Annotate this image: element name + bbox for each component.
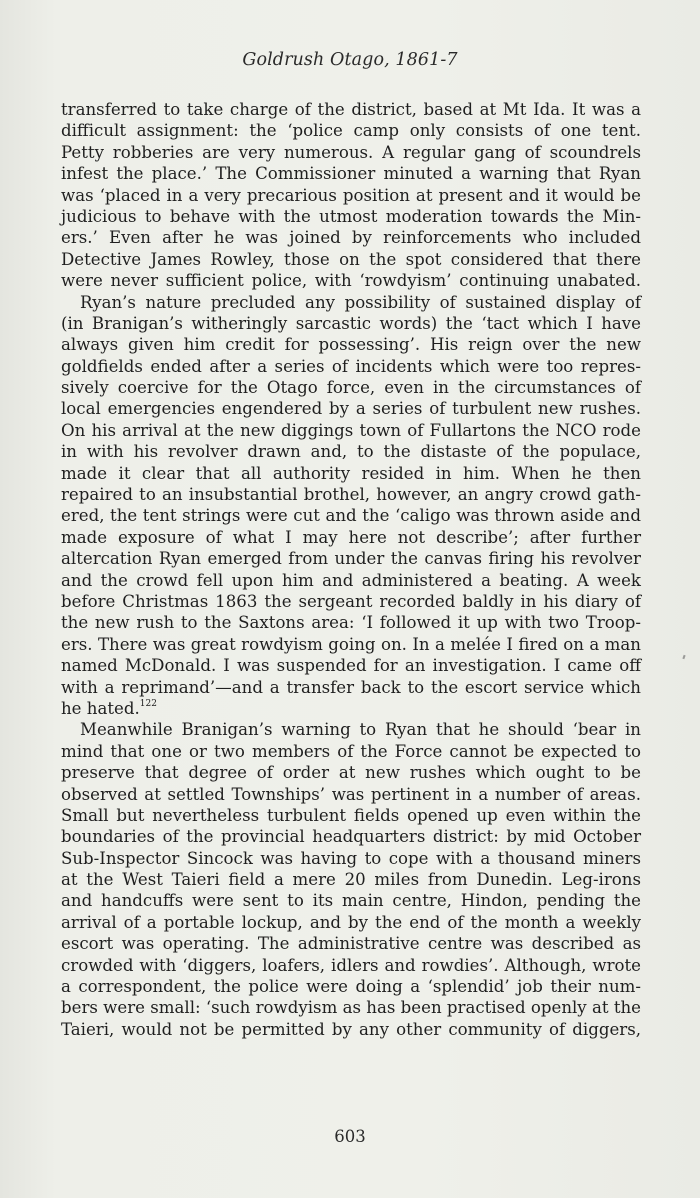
paragraph-end-line [61, 698, 641, 719]
text-line: difficult assignment: the ‘police camp only consists of one tent. [61, 121, 641, 141]
text-line: repaired to an insubstantial brothel, however, an angry crowd gath- [61, 485, 641, 505]
text-line: transferred to take charge of the district, based at Mt Ida. It was a [61, 100, 641, 119]
text-line-content: he hated. [61, 698, 140, 718]
text-line: altercation Ryan emerged from under the canvas firing his revolver [61, 549, 641, 569]
text-line: ers.’ Even after he was joined by reinforcements who included [61, 228, 641, 248]
text-line: boundaries of the provincial headquarters district: by mid October [61, 827, 641, 847]
text-line: (in Branigan’s witheringly sarcastic words) the ‘tact which I have [61, 313, 641, 333]
text-line: On his arrival at the new diggings town of Fullartons the NCO rode [61, 420, 641, 440]
text-line: Petty robberies are very numerous. A regular gang of scoundrels [61, 142, 641, 162]
text-line: preserve that degree of order at new rushes which ought to be [61, 763, 641, 783]
text-line: was ‘placed in a very precarious position at present and it would be [61, 185, 641, 205]
page-number: 603 [334, 1127, 366, 1146]
footnote-reference: 122 [139, 698, 157, 709]
text-line: observed at settled Townships’ was pertinent in a number of areas. [61, 784, 641, 804]
text-line: arrival of a portable lockup, and by the end of the month a weekly [61, 912, 641, 932]
text-line: bers were small: ‘such rowdyism as has been practised openly at the [61, 998, 641, 1018]
text-line: ers. There was great rowdyism going on. In a melée I fired on a man [61, 634, 641, 654]
text-line: in with his revolver drawn and, to the distaste of the populace, [61, 442, 641, 462]
text-line: infest the place.’ The Commissioner minuted a warning that Ryan [61, 164, 641, 184]
text-line: were never sufficient police, with ‘rowdyism’ continuing unabated. [61, 271, 641, 291]
text-line: ered, the tent strings were cut and the ‘caligo was thrown aside and [61, 506, 641, 526]
text-line: escort was operating. The administrative centre was described as [61, 934, 641, 954]
text-line: and handcuffs were sent to its main centre, Hindon, pending the [61, 891, 641, 911]
text-line: Taieri, would not be permitted by any other community of diggers, [61, 1019, 641, 1039]
text-line: crowded with ‘diggers, loafers, idlers and rowdies’. Although, wrote [61, 955, 641, 975]
text-line: with a reprimand’—and a transfer back to the escort service which [61, 677, 641, 697]
text-line: Detective James Rowley, those on the spot considered that there [61, 249, 641, 269]
text-line: made it clear that all authority resided in him. When he then [61, 463, 641, 483]
text-line: sively coercive for the Otago force, even in the circumstances of [61, 378, 641, 398]
text-line: and the crowd fell upon him and administered a beating. A week [61, 570, 641, 590]
text-line: Sub-Inspector Sincock was having to cope with a thousand miners [61, 848, 641, 868]
text-line: always given him credit for possessing’. His reign over the new [61, 335, 641, 355]
text-line: local emergencies engendered by a series of turbulent new rushes. [61, 399, 641, 419]
paper-speck [682, 655, 685, 659]
text-line: Meanwhile Branigan’s warning to Ryan that he should ‘bear in [80, 720, 641, 740]
text-line: judicious to behave with the utmost moderation towards the Min- [61, 206, 641, 226]
text-line: the new rush to the Saxtons area: ‘I followed it up with two Troop- [61, 613, 641, 633]
text-line: mind that one or two members of the Force cannot be expected to [61, 741, 641, 761]
text-line: at the West Taieri field a mere 20 miles from Dunedin. Leg-irons [61, 870, 641, 890]
text-line: goldfields ended after a series of incidents which were too repres- [61, 356, 641, 376]
text-line: named McDonald. I was suspended for an investigation. I came off [61, 656, 641, 676]
text-line: made exposure of what I may here not describe’; after further [61, 527, 641, 547]
text-line: Ryan’s nature precluded any possibility of sustained display of [80, 292, 641, 312]
body-text [61, 99, 641, 1040]
text-line: a correspondent, the police were doing a ‘splendid’ job their num- [61, 977, 641, 997]
text-line: before Christmas 1863 the sergeant recorded baldly in his diary of [61, 591, 641, 611]
running-head: Goldrush Otago, 1861-7 [242, 50, 458, 70]
text-line: Small but nevertheless turbulent fields opened up even within the [61, 805, 641, 825]
